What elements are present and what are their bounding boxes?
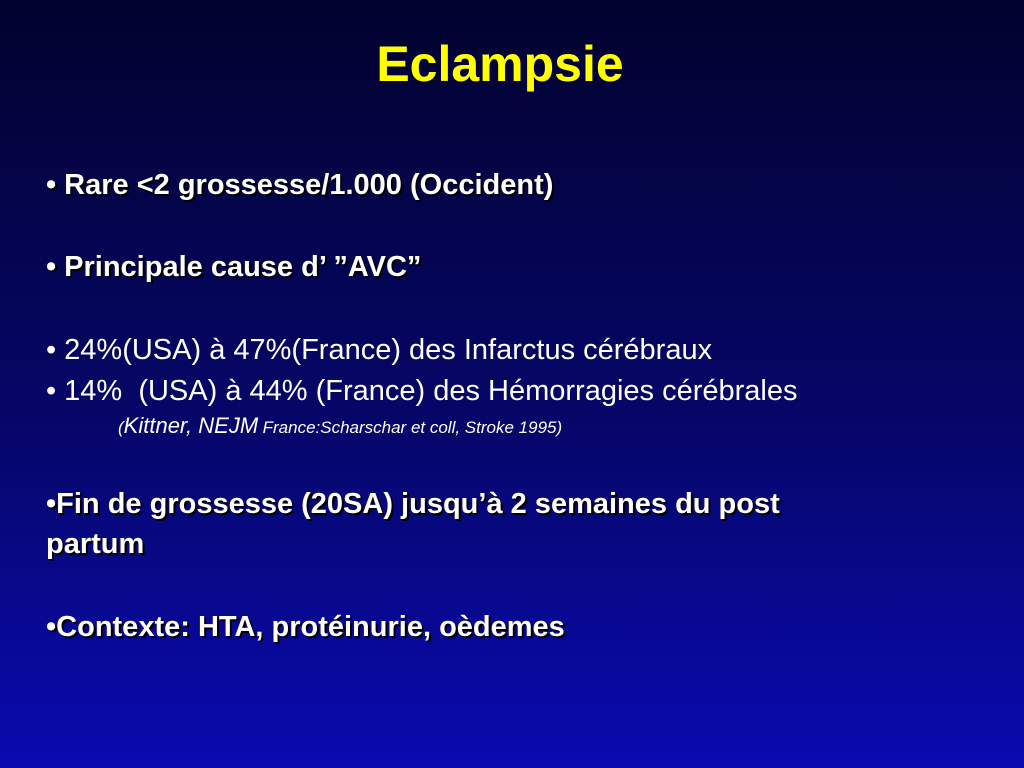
bullet-hemorragies (46, 371, 798, 411)
citation-open-paren: ( (118, 418, 124, 437)
citation (118, 411, 562, 444)
bullet-infarctus (46, 330, 712, 370)
bullet-text: Principale cause d’ ”AVC” (64, 251, 422, 283)
bullet-fin-grossesse (46, 484, 780, 524)
bullet-marker: • (46, 488, 57, 520)
citation-rest: France:Scharschar et coll, Stroke 1995) (262, 418, 563, 437)
bullet-text: 24%(USA) à 47%(France) des Infarctus cérébraux (64, 334, 713, 366)
bullet-marker: • (46, 375, 57, 407)
bullet-marker: • (46, 611, 57, 643)
bullet-text: 14% (USA) à 44% (France) des Hémorragies cérébrales (64, 375, 798, 407)
bullet-rare-incidence (46, 165, 553, 205)
bullet-contexte (46, 607, 565, 647)
bullet-text: Rare <2 grossesse/1.000 (Occident) (64, 169, 554, 201)
bullet-fin-grossesse-continuation: partum (46, 528, 145, 560)
bullet-text: Fin de grossesse (20SA) jusqu’à 2 semaines du post (56, 488, 780, 520)
bullet-text: Contexte: HTA, protéinurie, oèdemes (56, 611, 565, 643)
bullet-marker: • (46, 251, 57, 283)
bullet-marker: • (46, 169, 57, 201)
bullet-principal-cause (46, 247, 421, 287)
slide-title: Eclampsie (376, 36, 624, 92)
citation-main: Kittner, NEJM (123, 413, 259, 438)
bullet-marker: • (46, 334, 57, 366)
